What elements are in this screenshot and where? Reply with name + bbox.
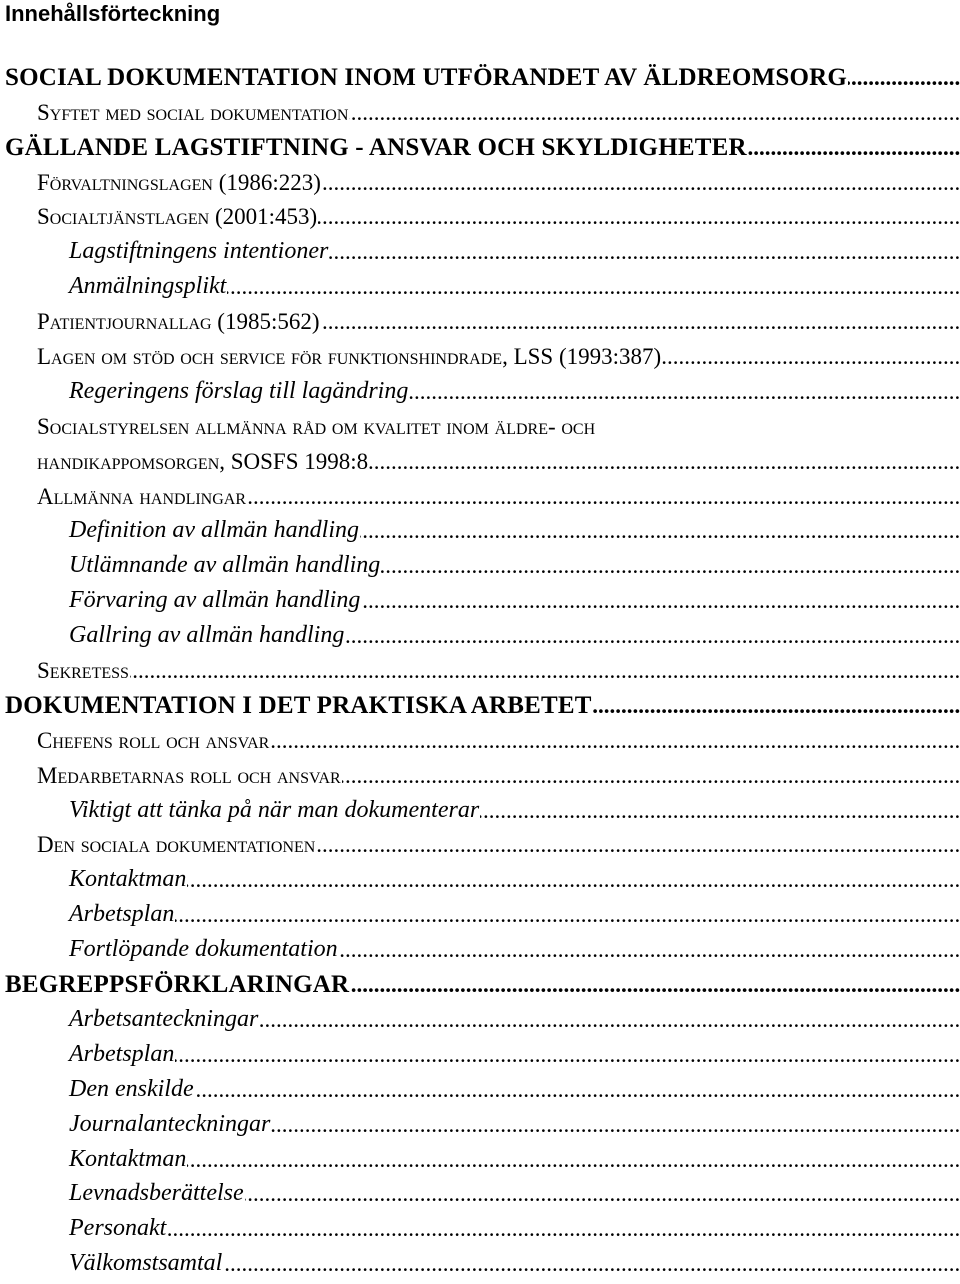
- toc-entry-text: Patientjournallag (1985:562): [0, 308, 321, 335]
- leader-dots: [0, 657, 960, 684]
- toc-entry-text: Allmänna handlingar: [0, 483, 247, 510]
- toc-entry-text: Förvaltningslagen (1986:223): [0, 169, 322, 196]
- toc-entry[interactable]: [0, 831, 960, 866]
- toc-entry-text: Regeringens förslag till lagändring: [0, 378, 409, 405]
- toc-entry[interactable]: [0, 272, 960, 307]
- toc-entry-text: Arbetsanteckningar: [0, 1006, 259, 1033]
- toc-entry-text: Arbetsplan: [0, 1041, 175, 1068]
- toc-entry[interactable]: [0, 551, 960, 586]
- toc-entry-text: Lagen om stöd och service för funktionshindrade, LSS (1993:387): [0, 343, 662, 370]
- toc-entry-text: Välkomstsamtal: [0, 1250, 223, 1277]
- toc-entry[interactable]: [0, 447, 960, 482]
- toc-entry-text: Den enskilde: [0, 1076, 195, 1103]
- toc-entry-text: Definition av allmän handling: [0, 517, 360, 544]
- toc-entry-text: BEGREPPSFÖRKLARINGAR: [0, 971, 350, 998]
- toc-entry-text: Den sociala dokumentationen: [0, 831, 316, 858]
- toc-entry[interactable]: [0, 1145, 960, 1180]
- toc-entry-text: Utlämnande av allmän handling: [0, 552, 381, 579]
- toc-entry-text: Journalanteckningar: [0, 1111, 271, 1138]
- toc-entry-text: DOKUMENTATION I DET PRAKTISKA ARBETET: [0, 692, 593, 719]
- toc-entry[interactable]: [0, 377, 960, 412]
- toc-entry[interactable]: [0, 342, 960, 377]
- toc-entry-text: Gallring av allmän handling: [0, 622, 345, 649]
- toc-entry[interactable]: [0, 621, 960, 656]
- toc-entry-text: GÄLLANDE LAGSTIFTNING - ANSVAR OCH SKYLDIGHETER: [0, 134, 748, 161]
- toc-entry-text: Medarbetarnas roll och ansvar: [0, 762, 342, 789]
- toc-entry[interactable]: [0, 796, 960, 831]
- toc-entry-text: Socialstyrelsen allmänna råd om kvalitet inom äldre- och: [0, 413, 596, 440]
- toc-entry[interactable]: [0, 1249, 960, 1284]
- toc-entry-text: Levnadsberättelse: [0, 1180, 245, 1207]
- toc-entry[interactable]: [0, 656, 960, 691]
- toc-entry-text: Arbetsplan: [0, 901, 175, 928]
- toc-entry[interactable]: [0, 1040, 960, 1075]
- toc-entry[interactable]: [0, 935, 960, 970]
- toc-entry[interactable]: [0, 761, 960, 796]
- toc-entry[interactable]: [0, 1075, 960, 1110]
- toc-entry[interactable]: [0, 1214, 960, 1249]
- toc-entry[interactable]: [0, 63, 960, 98]
- toc-entry[interactable]: [0, 726, 960, 761]
- toc-entry[interactable]: [0, 412, 960, 447]
- toc-entry[interactable]: [0, 482, 960, 517]
- toc-entry-text: Lagstiftningens intentioner: [0, 238, 329, 265]
- toc-entry-text: Sekretess: [0, 657, 130, 684]
- toc-entry-text: handikappomsorgen, SOSFS 1998:8: [0, 448, 369, 475]
- toc-entry[interactable]: [0, 98, 960, 133]
- toc-entry[interactable]: [0, 586, 960, 621]
- toc-entry-text: Syftet med social dokumentation: [0, 99, 349, 126]
- toc-entry[interactable]: [0, 237, 960, 272]
- toc-entry-text: SOCIAL DOKUMENTATION INOM UTFÖRANDET AV ÄLDREOMSORG: [0, 64, 848, 91]
- toc-entry[interactable]: [0, 1005, 960, 1040]
- toc-entry-text: Kontaktman: [0, 1146, 187, 1173]
- toc-heading: Innehållsförteckning: [5, 1, 221, 26]
- toc-entry[interactable]: [0, 1110, 960, 1145]
- toc-entry-text: Fortlöpande dokumentation: [0, 936, 339, 963]
- toc-entry-text: Förvaring av allmän handling: [0, 587, 361, 614]
- toc-entry[interactable]: [0, 900, 960, 935]
- toc-entry[interactable]: [0, 691, 960, 726]
- toc-entry[interactable]: [0, 865, 960, 900]
- toc-entry[interactable]: [0, 203, 960, 238]
- toc-entry[interactable]: [0, 517, 960, 552]
- toc-entry-text: Kontaktman: [0, 866, 187, 893]
- toc-entry[interactable]: [0, 970, 960, 1005]
- toc-entry[interactable]: [0, 1180, 960, 1215]
- toc-entry[interactable]: [0, 168, 960, 203]
- toc-entry-text: Chefens roll och ansvar: [0, 727, 270, 754]
- toc-entry-text: Anmälningsplikt: [0, 273, 227, 300]
- table-of-contents: [0, 63, 960, 1284]
- toc-entry-text: Socialtjänstlagen (2001:453): [0, 203, 318, 230]
- toc-entry-text: Viktigt att tänka på när man dokumenterar: [0, 797, 480, 824]
- toc-entry[interactable]: [0, 307, 960, 342]
- toc-entry[interactable]: [0, 133, 960, 168]
- toc-entry-text: Personakt: [0, 1215, 167, 1242]
